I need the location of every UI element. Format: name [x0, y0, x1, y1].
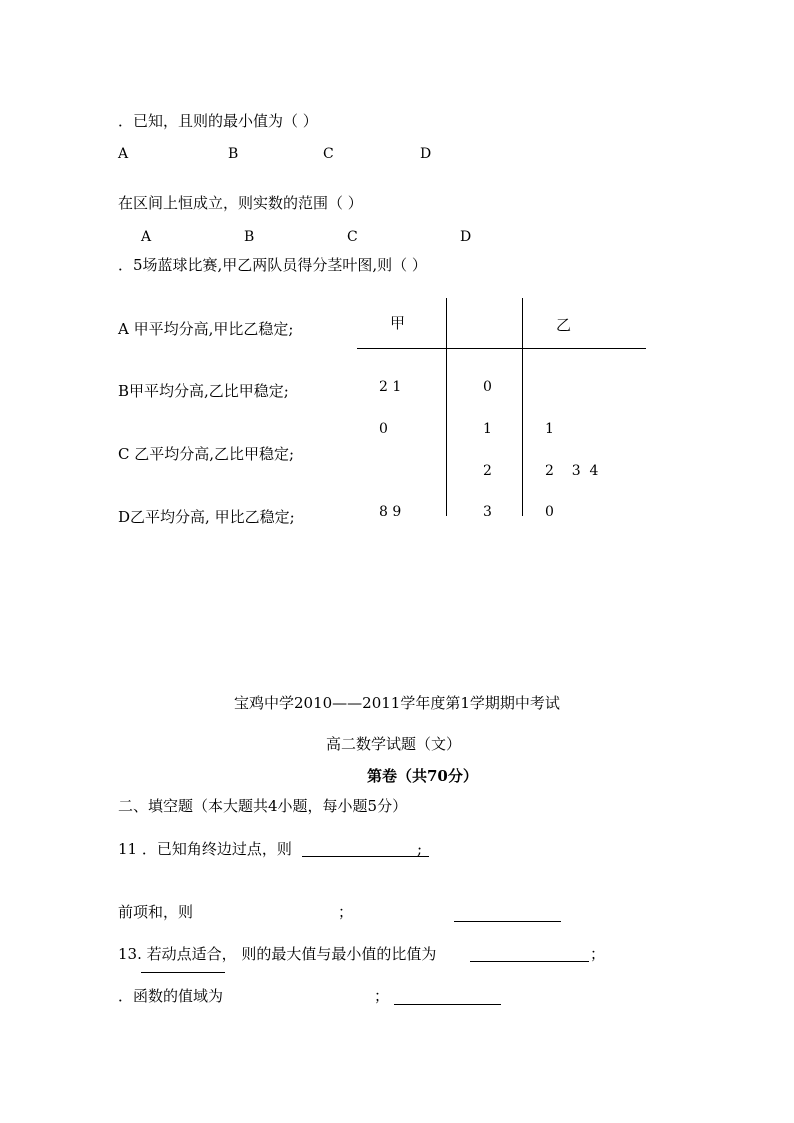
leaf-right: 1 — [545, 421, 554, 437]
question-11-end: ; — [417, 840, 423, 858]
option-b: B — [228, 146, 239, 162]
leaf-right: 2 3 4 — [545, 463, 599, 479]
answer-blank[interactable] — [302, 856, 429, 857]
school-title: 宝鸡中学2010——2011学年度第1学期期中考试 — [234, 694, 560, 712]
stem-divider-left — [446, 298, 447, 516]
option-a: A 甲平均分高,甲比乙稳定; — [118, 320, 294, 338]
option-c: C 乙平均分高,乙比甲稳定; — [118, 445, 295, 463]
answer-blank[interactable] — [141, 972, 225, 973]
answer-blank[interactable] — [454, 921, 561, 922]
question-12: 前项和，则 — [118, 903, 194, 921]
option-c: C — [323, 146, 334, 162]
section-title: 二、填空题（本大题共4小题，每小题5分） — [118, 797, 408, 815]
option-b: B甲平均分高,乙比甲稳定; — [118, 382, 289, 400]
option-d: D — [420, 146, 432, 162]
stem-leaf-header-left: 甲 — [390, 314, 406, 332]
question-basketball-stem: ．5场蓝球比赛,甲乙两队员得分茎叶图,则（ ） — [118, 256, 427, 274]
leaf-right: 0 — [545, 504, 554, 520]
stem-divider-right — [522, 298, 523, 516]
stem-leaf-header-right: 乙 — [556, 316, 572, 334]
option-d: D — [460, 229, 472, 245]
option-d: D乙平均分高, 甲比乙稳定; — [118, 508, 295, 526]
question-14-separator: ； — [374, 987, 390, 1005]
part-title: 第卷（共70分） — [367, 767, 478, 785]
leaf-left: 2 1 — [379, 379, 402, 395]
question-13-end: ； — [590, 945, 606, 963]
leaf-left: 8 9 — [379, 504, 402, 520]
question-12-separator: ； — [338, 903, 354, 921]
question-13: 13. 若动点适合， 则的最大值与最小值的比值为 — [118, 945, 437, 963]
stem-value: 0 — [483, 379, 492, 395]
stem-value: 2 — [483, 463, 492, 479]
question-11: 11 ．已知角终边过点，则 — [118, 840, 292, 858]
subject-title: 高二数学试题（文） — [326, 735, 462, 753]
option-c: C — [347, 229, 358, 245]
option-b: B — [244, 229, 255, 245]
option-a: A — [141, 229, 152, 245]
stem-value: 3 — [483, 504, 492, 520]
option-a: A — [118, 146, 129, 162]
answer-blank[interactable] — [394, 1004, 501, 1005]
question-min-stem: ．已知，且则的最小值为（ ） — [118, 112, 318, 130]
question-14: ．函数的值域为 — [118, 987, 224, 1005]
question-range-stem: 在区间上恒成立，则实数的范围（ ） — [118, 194, 363, 212]
header-rule — [357, 348, 646, 349]
answer-blank[interactable] — [470, 961, 589, 962]
stem-value: 1 — [483, 421, 492, 437]
leaf-left: 0 — [379, 421, 388, 437]
